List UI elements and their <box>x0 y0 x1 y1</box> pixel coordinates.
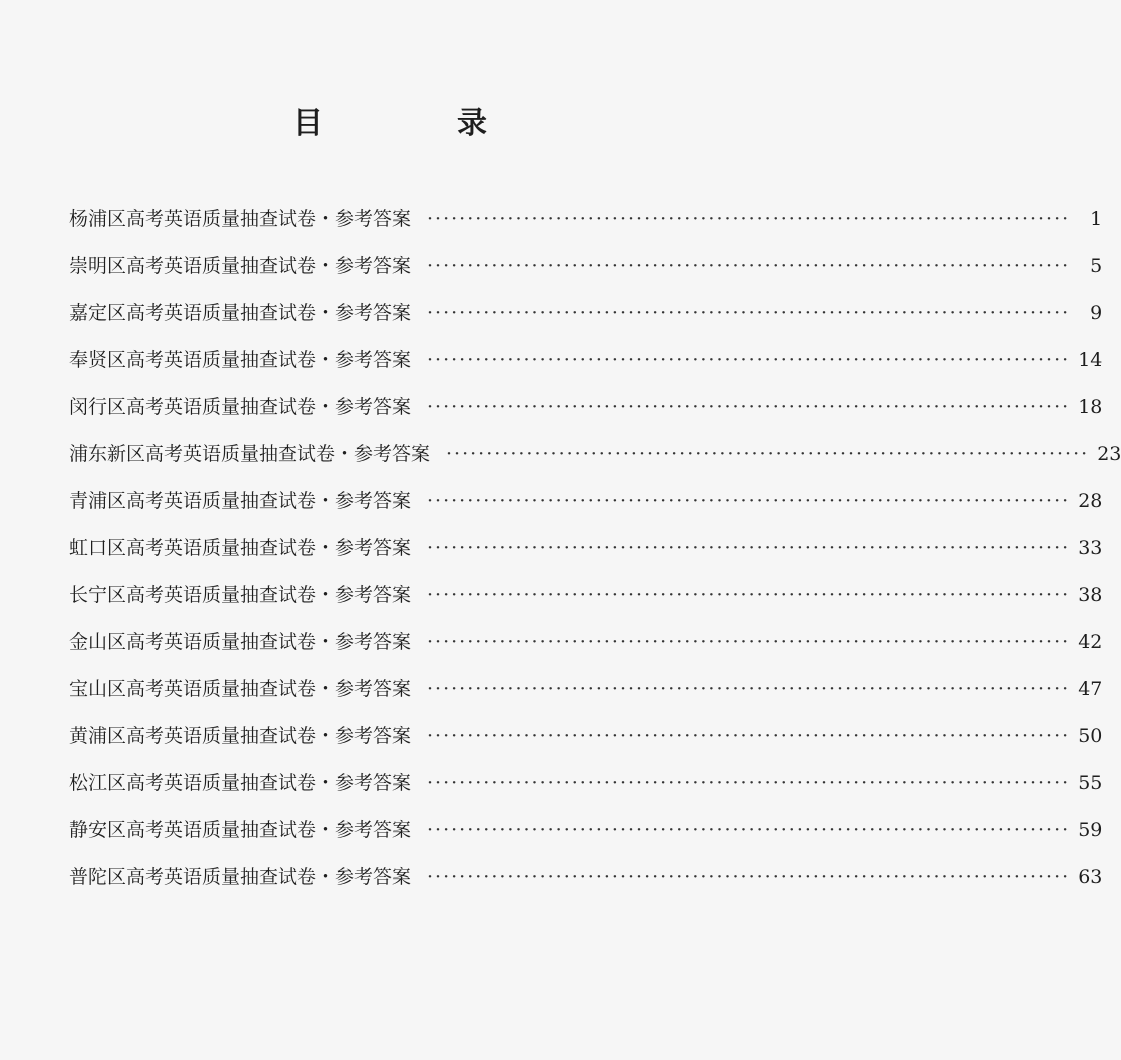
page-title: 目 录 <box>293 106 539 141</box>
toc-leader-dots: ················································································ <box>446 443 1090 465</box>
toc-entry-label: 黄浦区高考英语质量抽查试卷・参考答案 <box>69 725 412 747</box>
toc-leader-dots: ················································································ <box>427 490 1071 512</box>
toc-entry-label: 长宁区高考英语质量抽查试卷・参考答案 <box>69 584 412 606</box>
toc-entry-label: 杨浦区高考英语质量抽查试卷・参考答案 <box>69 208 412 230</box>
toc-page-number: 63 <box>1078 866 1103 888</box>
toc-entry-label: 虹口区高考英语质量抽查试卷・参考答案 <box>69 537 412 559</box>
toc-leader-dots: ················································································ <box>427 819 1071 841</box>
toc-page-number: 18 <box>1078 396 1103 418</box>
toc-entry-label: 闵行区高考英语质量抽查试卷・参考答案 <box>69 396 412 418</box>
toc-entry-label: 崇明区高考英语质量抽查试卷・参考答案 <box>69 255 412 277</box>
toc-leader-dots: ················································································ <box>427 396 1071 418</box>
toc-entry[interactable] <box>69 384 1103 431</box>
toc-entry[interactable] <box>69 243 1103 290</box>
toc-leader-dots: ················································································ <box>427 631 1071 653</box>
toc-leader-dots: ················································································ <box>427 678 1071 700</box>
toc-entry[interactable] <box>69 760 1103 807</box>
toc-entry-label: 金山区高考英语质量抽查试卷・参考答案 <box>69 631 412 653</box>
toc-page-number: 23 <box>1097 443 1121 465</box>
toc-page-number: 55 <box>1078 772 1103 794</box>
toc-page-number: 9 <box>1090 302 1103 324</box>
toc-leader-dots: ················································································ <box>427 725 1071 747</box>
toc-page-number: 38 <box>1078 584 1103 606</box>
toc-page-number: 14 <box>1078 349 1103 371</box>
toc-page-number: 47 <box>1078 678 1103 700</box>
toc-leader-dots: ················································································ <box>427 255 1071 277</box>
toc-entry[interactable] <box>69 196 1103 243</box>
toc-leader-dots: ················································································ <box>427 866 1071 888</box>
toc-entry-label: 静安区高考英语质量抽查试卷・参考答案 <box>69 819 412 841</box>
toc-leader-dots: ················································································ <box>427 302 1071 324</box>
toc-page-number: 5 <box>1090 255 1103 277</box>
toc-entry[interactable] <box>69 478 1103 525</box>
toc-entry[interactable] <box>69 572 1103 619</box>
toc-leader-dots: ················································································ <box>427 208 1071 230</box>
toc-entry[interactable] <box>69 713 1103 760</box>
toc-page-number: 50 <box>1078 725 1103 747</box>
toc-entry-label: 青浦区高考英语质量抽查试卷・参考答案 <box>69 490 412 512</box>
toc-entry-label: 松江区高考英语质量抽查试卷・参考答案 <box>69 772 412 794</box>
toc-entry[interactable] <box>69 807 1103 854</box>
toc-entry[interactable] <box>69 619 1103 666</box>
toc-leader-dots: ················································································ <box>427 537 1071 559</box>
toc-entry[interactable] <box>69 666 1103 713</box>
toc-entry-label: 嘉定区高考英语质量抽查试卷・参考答案 <box>69 302 412 324</box>
toc-entry[interactable] <box>69 337 1103 384</box>
toc-leader-dots: ················································································ <box>427 584 1071 606</box>
table-of-contents <box>69 196 1121 901</box>
toc-page-number: 1 <box>1090 208 1103 230</box>
toc-entry-label: 奉贤区高考英语质量抽查试卷・参考答案 <box>69 349 412 371</box>
toc-entry-label: 普陀区高考英语质量抽查试卷・参考答案 <box>69 866 412 888</box>
toc-entry[interactable] <box>69 431 1121 478</box>
toc-page-number: 42 <box>1078 631 1103 653</box>
toc-page-number: 28 <box>1078 490 1103 512</box>
toc-entry[interactable] <box>69 854 1103 901</box>
toc-leader-dots: ················································································ <box>427 349 1071 371</box>
toc-entry[interactable] <box>69 525 1103 572</box>
toc-entry-label: 浦东新区高考英语质量抽查试卷・参考答案 <box>69 443 431 465</box>
toc-entry[interactable] <box>69 290 1103 337</box>
toc-entry-label: 宝山区高考英语质量抽查试卷・参考答案 <box>69 678 412 700</box>
toc-page-number: 33 <box>1078 537 1103 559</box>
toc-page-number: 59 <box>1078 819 1103 841</box>
toc-leader-dots: ················································································ <box>427 772 1071 794</box>
